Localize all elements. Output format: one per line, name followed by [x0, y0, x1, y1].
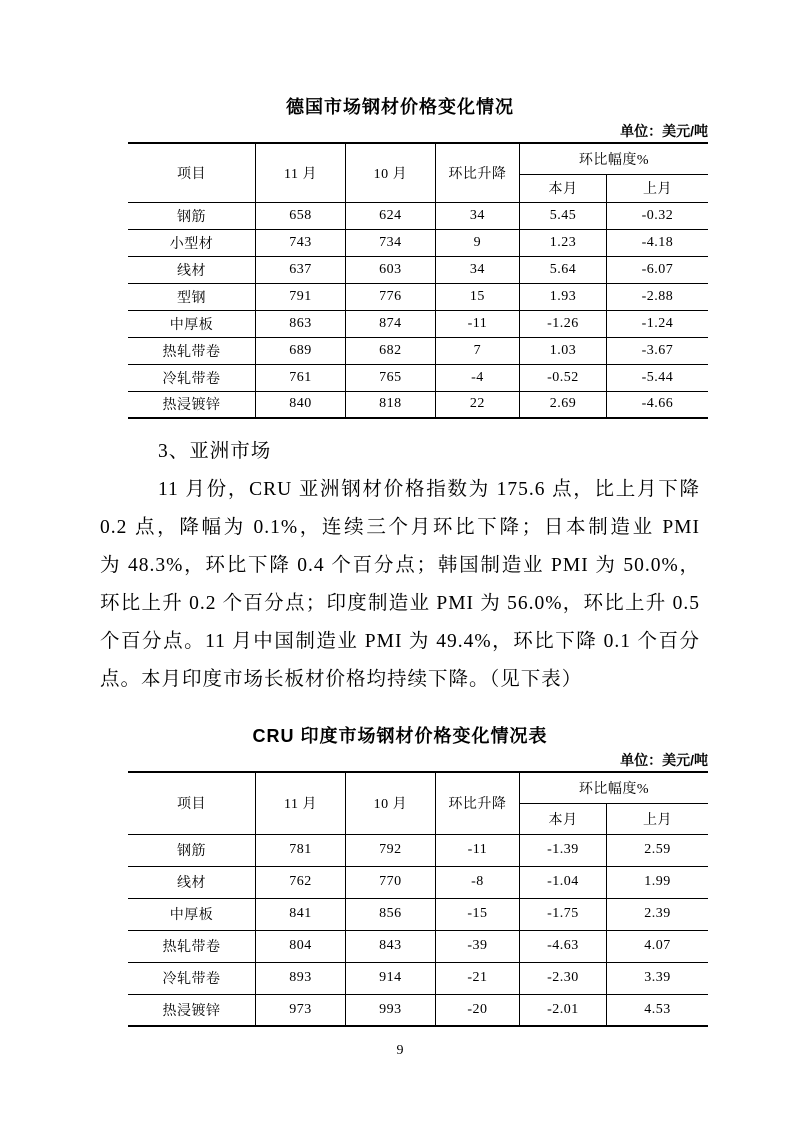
table-cell: 840 [256, 391, 346, 418]
table-cell: 2.59 [606, 834, 708, 866]
table-cell: 791 [256, 283, 346, 310]
table-cell: 841 [256, 898, 346, 930]
table-cell: -15 [435, 898, 519, 930]
header-ratio-group: 环比幅度% [519, 772, 708, 803]
table-cell: 22 [435, 391, 519, 418]
paragraph-line: 11 月份，CRU 亚洲钢材价格指数为 175.6 点，比上月下降 [158, 479, 700, 500]
table-cell: 34 [435, 202, 519, 229]
table-row [128, 310, 708, 337]
table-row [128, 834, 708, 866]
table-cell: 973 [256, 994, 346, 1026]
table-cell: -2.01 [519, 994, 606, 1026]
table-cell: 603 [345, 256, 435, 283]
table-cell: 3.39 [606, 962, 708, 994]
table-cell: 2.39 [606, 898, 708, 930]
table-cell: 658 [256, 202, 346, 229]
table-row [128, 364, 708, 391]
header-item: 项目 [128, 143, 256, 202]
table-cell: -1.75 [519, 898, 606, 930]
table-cell: 中厚板 [128, 898, 256, 930]
page-number: 9 [396, 1043, 404, 1058]
table-cell: -11 [435, 310, 519, 337]
table-cell: -20 [435, 994, 519, 1026]
paragraph-line: 0.2 点，降幅为 0.1%，连续三个月环比下降；日本制造业 PMI [100, 517, 700, 538]
table-cell: 7 [435, 337, 519, 364]
germany-table-section [128, 120, 708, 419]
header-oct: 10 月 [345, 143, 435, 202]
table-cell: 682 [345, 337, 435, 364]
table-cell: 冷轧带卷 [128, 962, 256, 994]
table-cell: -0.32 [606, 202, 708, 229]
header-nov: 11 月 [256, 772, 346, 834]
section-heading: 3、亚洲市场 [158, 441, 272, 462]
table-cell: 4.07 [606, 930, 708, 962]
unit-label: 单位：美元/吨 [620, 123, 708, 139]
table-row [128, 256, 708, 283]
paragraph-line: 点。本月印度市场长板材价格均持续下降。（见下表） [100, 669, 583, 690]
table-cell: -4 [435, 364, 519, 391]
table-cell: -6.07 [606, 256, 708, 283]
table-cell: -39 [435, 930, 519, 962]
table-cell: 2.69 [519, 391, 606, 418]
table-cell: 线材 [128, 256, 256, 283]
header-change: 环比升降 [435, 772, 519, 834]
table-cell: 1.99 [606, 866, 708, 898]
table-cell: 小型材 [128, 229, 256, 256]
unit-label: 单位：美元/吨 [620, 752, 708, 768]
table-cell: 5.45 [519, 202, 606, 229]
table-cell: 1.93 [519, 283, 606, 310]
table-row [128, 898, 708, 930]
paragraph-line: 为 48.3%，环比下降 0.4 个百分点；韩国制造业 PMI 为 50.0%， [100, 555, 700, 576]
table-cell: 5.64 [519, 256, 606, 283]
table-cell: -1.24 [606, 310, 708, 337]
table-body [128, 202, 708, 418]
india-table-title: CRU 印度市场钢材价格变化情况表 [252, 726, 548, 746]
table-body [128, 834, 708, 1026]
header-last-month: 上月 [606, 803, 708, 834]
table-cell: -5.44 [606, 364, 708, 391]
table-row [128, 337, 708, 364]
germany-table-title: 德国市场钢材价格变化情况 [286, 97, 514, 117]
header-nov: 11 月 [256, 143, 346, 202]
germany-price-table [128, 142, 708, 419]
table-cell: 914 [345, 962, 435, 994]
table-cell: 中厚板 [128, 310, 256, 337]
table-cell: -8 [435, 866, 519, 898]
header-oct: 10 月 [345, 772, 435, 834]
table-cell: 1.03 [519, 337, 606, 364]
table-cell: 34 [435, 256, 519, 283]
table-cell: -0.52 [519, 364, 606, 391]
table-cell: -1.39 [519, 834, 606, 866]
table-cell: -2.30 [519, 962, 606, 994]
table-cell: -4.63 [519, 930, 606, 962]
header-ratio-group: 环比幅度% [519, 143, 708, 174]
table-cell: -1.04 [519, 866, 606, 898]
india-table-section [128, 749, 708, 1027]
table-cell: 804 [256, 930, 346, 962]
table-cell: 钢筋 [128, 202, 256, 229]
table-cell: 776 [345, 283, 435, 310]
paragraph-line: 个百分点。11 月中国制造业 PMI 为 49.4%，环比下降 0.1 个百分 [100, 631, 700, 652]
paragraph-line: 环比上升 0.2 个百分点；印度制造业 PMI 为 56.0%，环比上升 0.5 [100, 593, 700, 614]
table-row [128, 866, 708, 898]
table-cell: 843 [345, 930, 435, 962]
table-cell: 线材 [128, 866, 256, 898]
table-cell: 热浸镀锌 [128, 994, 256, 1026]
table-cell: -4.18 [606, 229, 708, 256]
table-header [128, 772, 708, 834]
table-cell: 689 [256, 337, 346, 364]
table-cell: 770 [345, 866, 435, 898]
table-cell: 热轧带卷 [128, 337, 256, 364]
table-cell: 734 [345, 229, 435, 256]
table-row [128, 994, 708, 1026]
table-cell: 624 [345, 202, 435, 229]
table-cell: 993 [345, 994, 435, 1026]
header-this-month: 本月 [519, 174, 606, 202]
table-cell: 874 [345, 310, 435, 337]
table-cell: 792 [345, 834, 435, 866]
table-cell: 863 [256, 310, 346, 337]
table-cell: 15 [435, 283, 519, 310]
table-row [128, 202, 708, 229]
table-cell: 9 [435, 229, 519, 256]
table-cell: -4.66 [606, 391, 708, 418]
table-cell: -21 [435, 962, 519, 994]
table-cell: 856 [345, 898, 435, 930]
india-price-table [128, 771, 708, 1027]
table-cell: 743 [256, 229, 346, 256]
header-item: 项目 [128, 772, 256, 834]
table-cell: -1.26 [519, 310, 606, 337]
table-cell: 冷轧带卷 [128, 364, 256, 391]
table-cell: 781 [256, 834, 346, 866]
table-cell: 637 [256, 256, 346, 283]
table-cell: 热轧带卷 [128, 930, 256, 962]
header-this-month: 本月 [519, 803, 606, 834]
table-row [128, 930, 708, 962]
table-cell: 1.23 [519, 229, 606, 256]
table-cell: -11 [435, 834, 519, 866]
table-row [128, 962, 708, 994]
table-cell: -2.88 [606, 283, 708, 310]
table-header [128, 143, 708, 202]
table-cell: 钢筋 [128, 834, 256, 866]
table-row [128, 229, 708, 256]
table-cell: 765 [345, 364, 435, 391]
table-cell: -3.67 [606, 337, 708, 364]
table-cell: 热浸镀锌 [128, 391, 256, 418]
table-cell: 型钢 [128, 283, 256, 310]
table-cell: 4.53 [606, 994, 708, 1026]
table-cell: 818 [345, 391, 435, 418]
table-cell: 893 [256, 962, 346, 994]
table-cell: 761 [256, 364, 346, 391]
table-cell: 762 [256, 866, 346, 898]
table-row [128, 283, 708, 310]
table-row [128, 391, 708, 418]
header-last-month: 上月 [606, 174, 708, 202]
header-change: 环比升降 [435, 143, 519, 202]
